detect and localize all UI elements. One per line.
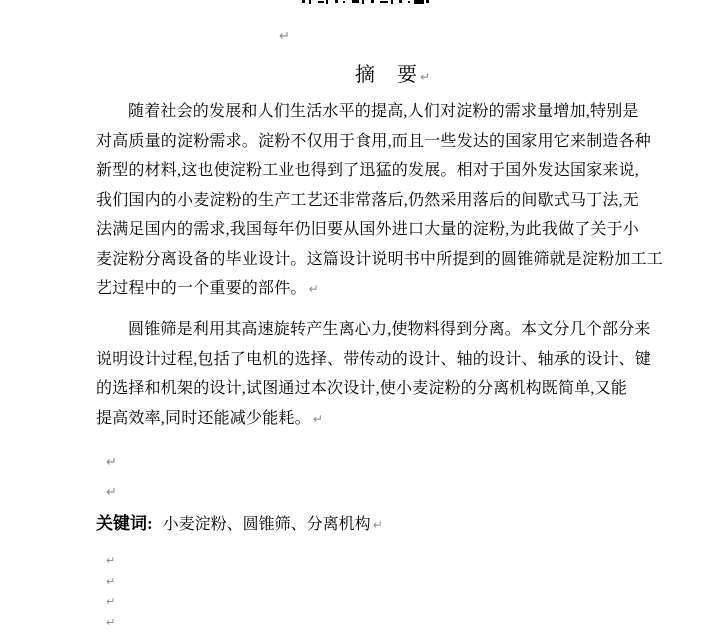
text-line: 新型的材料,这也使淀粉工业也得到了迅猛的发展。相对于国外发达国家来说, bbox=[96, 162, 640, 179]
paragraph-mark: ↵ bbox=[106, 485, 117, 500]
text-line: 我们国内的小麦淀粉的生产工艺还非常落后,仍然采用落后的间歇式马丁法,无 bbox=[96, 191, 640, 209]
paragraph-mark: ↵ bbox=[106, 615, 116, 629]
paragraph-mark: ↵ bbox=[106, 595, 116, 608]
text-line: 提高效率,同时还能减少能耗。 ↵ bbox=[96, 409, 324, 427]
paragraph-mark: ↵ bbox=[106, 574, 116, 588]
text-line: 说明设计过程,包括了电机的选择、带传动的设计、轴的设计、轴承的设计、键 bbox=[96, 350, 652, 368]
paragraph-mark: ↵ bbox=[106, 455, 117, 470]
paragraph-mark: ↵ bbox=[420, 70, 432, 84]
abstract-heading bbox=[355, 62, 431, 90]
keywords-label: 关键词: bbox=[96, 514, 153, 533]
empty-paragraph-marks-bottom bbox=[106, 551, 115, 632]
body-paragraph bbox=[96, 315, 656, 434]
text-line: 随着社会的发展和人们生活水平的提高,人们对淀粉的需求量增加,特别是 bbox=[128, 103, 639, 120]
paragraph-mark: ↵ bbox=[372, 518, 383, 532]
text-line: 法满足国内的需求,我国每年仍旧要从国外进口大量的淀粉,为此我做了关于小 bbox=[96, 221, 640, 238]
text-line: 的选择和机架的设计,试图通过本次设计,使小麦淀粉的分离机构既简单,又能 bbox=[96, 380, 628, 397]
empty-paragraph-marks-mid bbox=[106, 448, 117, 508]
keywords-text: 小麦淀粉、圆锥筛、分离机构 bbox=[162, 516, 371, 533]
text-line: 艺过程中的一个重要的部件。 ↵ bbox=[96, 280, 319, 297]
paragraph-mark: ↵ bbox=[312, 411, 324, 426]
abstract-heading-text: 摘 要 bbox=[355, 64, 418, 86]
keywords-line bbox=[96, 512, 383, 537]
paragraph-mark: ↵ bbox=[308, 282, 319, 296]
clipped-title-fragments bbox=[0, 0, 712, 8]
paragraph-mark: ↵ bbox=[279, 29, 290, 44]
paragraph-mark: ↵ bbox=[106, 554, 116, 567]
abstract-body bbox=[96, 97, 664, 533]
text-line: 对高质量的淀粉需求。淀粉不仅用于食用,而且一些发达的国家用它来制造各种 bbox=[96, 132, 652, 150]
body-paragraph bbox=[96, 97, 664, 305]
text-line: 麦淀粉分离设备的毕业设计。这篇设计说明书中所提到的圆锥筛就是淀粉加工工 bbox=[96, 250, 664, 268]
text-line: 圆锥筛是利用其高速旋转产生离心力,使物料得到分离。本文分几个部分来 bbox=[128, 321, 651, 338]
